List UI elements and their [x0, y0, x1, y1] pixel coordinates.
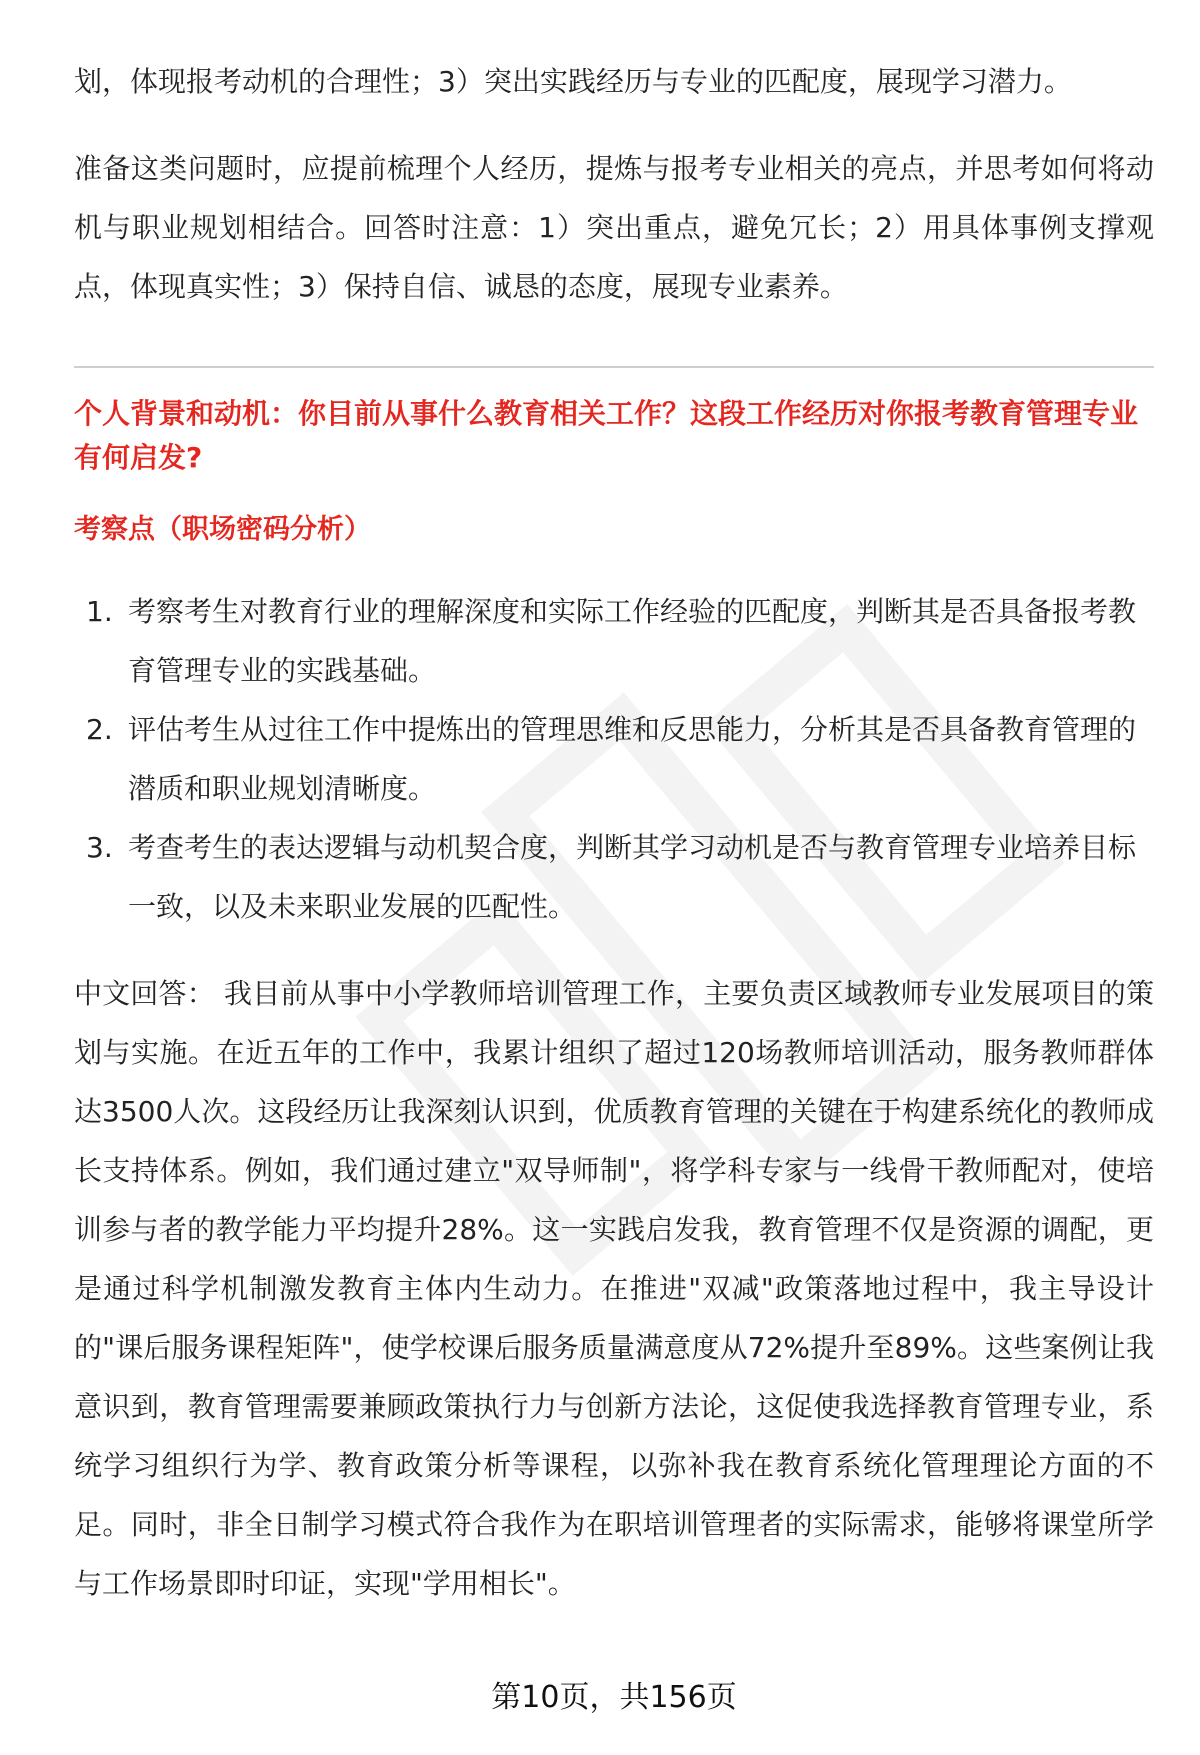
focus-heading: 考察点（职场密码分析） — [74, 514, 371, 545]
answer-paragraph: 中文回答： 我目前从事中小学教师培训管理工作，主要负责区域教师专业发展项目的策划与实施。在近五年的工作中，我累计组织了超过120场教师培训活动，服务教师群体达3500人次。这段经历让我深刻认识到，优质教育管理的关键在于构建系统化的教师成长支持体系。例如，我们通过建立"双导师制"，将学科专家与一线骨干教师配对，使培训参与者的教学能力平均提升28%。这一实践启发我，教育管理不仅是资源的调配，更是通过科学机制激发教育主体内生动力。在推进"双减"政策落地过程中，我主导设计的"课后服务课程矩阵"，使学校课后服务质量满意度从72%提升至89%。这些案例让我意识到，教育管理需要兼顾政策执行力与创新方法论，这促使我选择教育管理专业，系统学习组织行为学、教育政策分析等课程，以弥补我在教育系统化管理理论方面的不足。同时，非全日制学习模式符合我作为在职培训管理者的实际需求，能够将课堂所学与工作场景即时印证，实现"学用相长"。 — [74, 977, 1154, 1600]
list-item — [74, 818, 1154, 936]
list-item-text: 考查考生的表达逻辑与动机契合度，判断其学习动机是否与教育管理专业培养目标一致，以及未来职业发展的匹配性。 — [128, 831, 1137, 923]
list-item — [74, 582, 1154, 700]
list-item-number: 2. — [86, 713, 113, 746]
list-item-text: 考察考生对教育行业的理解深度和实际工作经验的匹配度，判断其是否具备报考教育管理专业的实践基础。 — [128, 595, 1137, 687]
list-item — [74, 700, 1154, 818]
continuation-paragraph: 划，体现报考动机的合理性；3）突出实践经历与专业的匹配度，展现学习潜力。 — [74, 65, 1072, 98]
page-footer: 第10页，共156页 — [491, 1680, 737, 1715]
list-item-number: 1. — [86, 595, 113, 628]
document-page — [74, 0, 1154, 1755]
list-item-text: 评估考生从过往工作中提炼出的管理思维和反思能力，分析其是否具备教育管理的潜质和职业规划清晰度。 — [128, 713, 1137, 805]
section-divider — [74, 366, 1154, 368]
focus-points-list — [74, 582, 1154, 936]
question-heading: 个人背景和动机：你目前从事什么教育相关工作？这段工作经历对你报考教育管理专业有何启发? — [74, 397, 1139, 474]
list-item-number: 3. — [86, 831, 113, 864]
preparation-paragraph: 准备这类问题时，应提前梳理个人经历，提炼与报考专业相关的亮点，并思考如何将动机与职业规划相结合。回答时注意：1）突出重点，避免冗长；2）用具体事例支撑观点，体现真实性；3）保持自信、诚恳的态度，展现专业素养。 — [74, 152, 1154, 303]
